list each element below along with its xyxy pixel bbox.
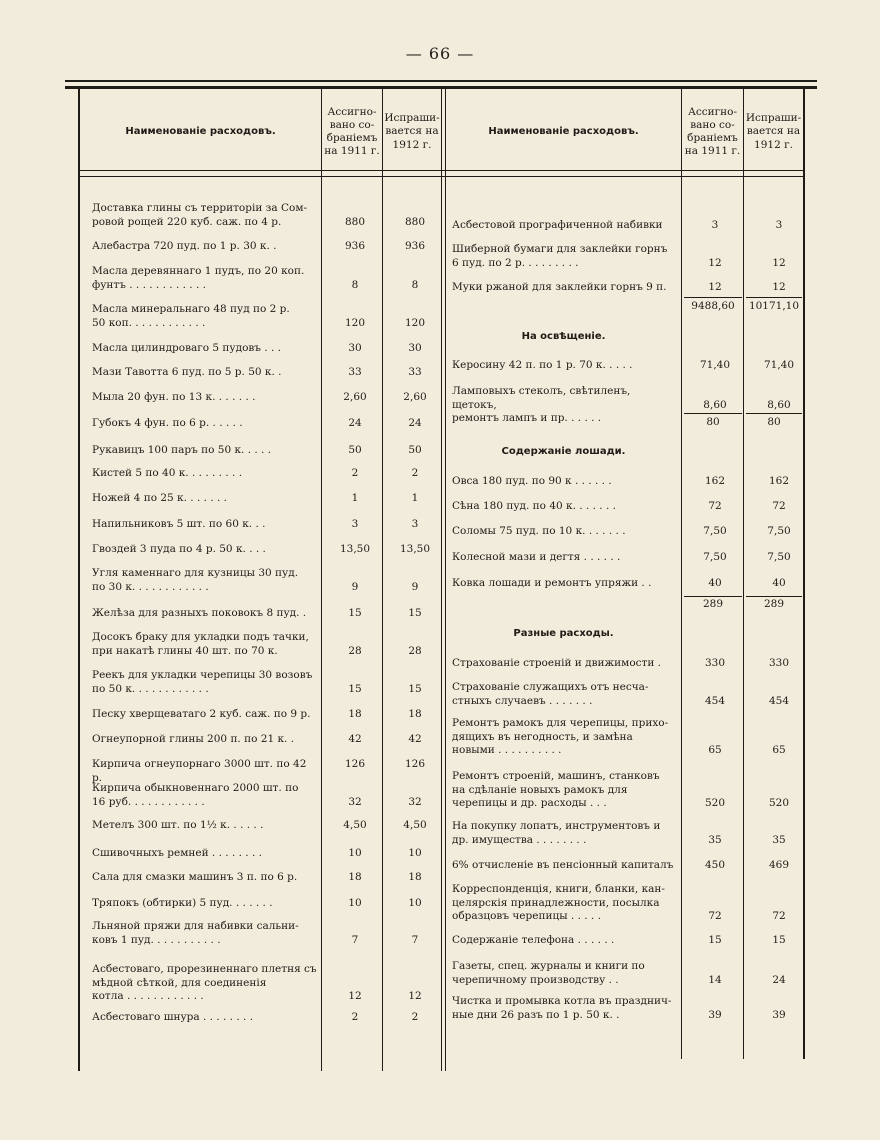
assigned-1911-value: 120: [344, 316, 366, 329]
requested-1912-value: 12: [772, 256, 786, 269]
left-expense-row: [92, 342, 452, 356]
expense-label: Мыла 20 фун. по 13 к. . . . . . .: [92, 391, 256, 403]
subtotal-1-assigned: 9488,60: [691, 300, 735, 312]
assigned-1911-value: 520: [704, 797, 726, 809]
subtotal-rule-3b: [746, 596, 802, 597]
requested-1912-value: 2: [411, 467, 419, 479]
header-rule-2: [80, 176, 803, 177]
expense-label: Колесной мази и дегтя . . . . . .: [452, 551, 621, 563]
requested-1912-value: 3: [775, 219, 783, 231]
expense-label: Кистей 5 по 40 к. . . . . . . . .: [92, 467, 243, 479]
left-expense-row: [92, 543, 452, 557]
requested-1912-value: 15: [408, 607, 422, 619]
expense-label: Ремонтъ рамокъ для черепицы, прихо- дящихъ въ негодность, и замѣна новыми . . . . . . . . . .: [452, 717, 669, 756]
assigned-1911-value: 8: [351, 278, 359, 291]
assigned-1911-value: 936: [344, 240, 366, 252]
assigned-1911-value: 33: [348, 366, 362, 378]
assigned-1911-value: 162: [704, 475, 726, 487]
requested-1912-value: 120: [404, 316, 426, 329]
left-expense-row: [92, 492, 452, 506]
assigned-1911-value: 2: [351, 467, 359, 479]
subtotal-rule-2a: [684, 413, 742, 414]
requested-1912-value: 24: [408, 417, 422, 429]
requested-1912-value: 30: [408, 342, 422, 354]
left-expense-row: [92, 871, 452, 885]
requested-1912-value: 28: [408, 644, 422, 657]
assigned-1911-value: 24: [348, 417, 362, 429]
left-expense-row: [92, 631, 452, 658]
header-name-right: Наименованіе расходовъ.: [488, 125, 639, 137]
right-expense-row: [452, 500, 812, 514]
requested-1912-value: 71,40: [763, 359, 795, 371]
left-expense-row: [92, 708, 452, 722]
left-expense-row: [92, 303, 452, 330]
requested-1912-value: 8,60: [767, 398, 791, 411]
assigned-1911-value: 12: [348, 990, 362, 1002]
expense-label: Тряпокъ (обтирки) 5 пуд. . . . . . .: [92, 897, 273, 909]
subtotal-rule-1a: [684, 297, 742, 298]
left-expense-row: [92, 202, 452, 229]
right-expense-row: [452, 243, 812, 270]
left-expense-row: [92, 733, 452, 747]
left-expense-row: [92, 444, 452, 458]
section-horse: Содержаніе лошади.: [501, 446, 626, 457]
assigned-1911-value: 7,50: [703, 525, 727, 537]
header-requested-right: Испраши- вается на 1912 г.: [745, 112, 802, 151]
assigned-1911-value: 3: [351, 518, 359, 530]
expense-label: Муки ржаной для заклейки горнъ 9 п.: [452, 281, 667, 293]
left-expense-row: [92, 391, 452, 405]
expense-label: Ремонтъ строеній, машинъ, станковъ на сдѣланіе новыхъ рамокъ для черепицы и др. расходы . . .: [452, 770, 660, 809]
assigned-1911-value: 72: [708, 500, 722, 512]
assigned-1911-value: 40: [708, 577, 722, 589]
expense-label: Ламповыхъ стеколъ, свѣтиленъ, щетокъ, ремонтъ лампъ и пр. . . . . .: [452, 385, 631, 424]
assigned-1911-value: 12: [708, 256, 722, 269]
subtotal-rule-3a: [684, 596, 742, 597]
expense-label: Масла минеральнаго 48 пуд по 2 р. 50 коп. . . . . . . . . . . .: [92, 303, 290, 329]
subtotal-3-assigned: 289: [702, 598, 724, 610]
right-expense-row: [452, 770, 812, 811]
expense-label: 6% отчисленіе въ пенсіонный капиталъ: [452, 859, 674, 871]
requested-1912-value: 18: [408, 871, 422, 883]
subtotal-rule-1b: [746, 297, 802, 298]
requested-1912-value: 7,50: [767, 525, 791, 537]
assigned-1911-value: 39: [708, 1008, 722, 1021]
requested-1912-value: 454: [768, 694, 790, 707]
requested-1912-value: 520: [768, 797, 790, 809]
assigned-1911-value: 12: [708, 281, 722, 293]
expense-label: Желѣза для разныхъ поковокъ 8 пуд. .: [92, 607, 307, 619]
header-assigned-right: Ассигно- вано со- браніемъ на 1911 г.: [684, 105, 741, 158]
assigned-1911-value: 10: [348, 897, 362, 909]
left-expense-row: [92, 847, 452, 861]
right-expense-row: [452, 934, 812, 948]
expense-label: Метелъ 300 шт. по 1½ к. . . . . .: [92, 819, 264, 831]
subtotal-rule-2b: [746, 413, 802, 414]
requested-1912-value: 24: [772, 973, 786, 986]
header-name-left: Наименованіе расходовъ.: [125, 125, 276, 137]
requested-1912-value: 330: [768, 657, 790, 669]
assigned-1911-value: 72: [708, 910, 722, 922]
expense-label: Досокъ браку для укладки подъ тачки, при накатѣ глины 40 шт. по 70 к.: [92, 631, 309, 657]
requested-1912-value: 1: [411, 492, 419, 504]
right-expense-row: [452, 995, 812, 1022]
right-expense-row: [452, 681, 812, 708]
assigned-1911-value: 71,40: [699, 359, 731, 371]
assigned-1911-value: 14: [708, 973, 722, 986]
subtotal-2-requested: 80: [767, 416, 781, 428]
assigned-1911-value: 2: [351, 1011, 359, 1023]
expense-label: Страхованіе служащихъ отъ несча- стныхъ случаевъ . . . . . . .: [452, 681, 649, 707]
assigned-1911-value: 15: [708, 934, 722, 946]
assigned-1911-value: 18: [348, 708, 362, 720]
assigned-1911-value: 32: [348, 795, 362, 808]
expense-label: Асбестоваго шнура . . . . . . . .: [92, 1011, 254, 1023]
requested-1912-value: 4,50: [403, 819, 427, 831]
subtotal-2-assigned: 80: [706, 416, 720, 428]
expense-label: Корреспонденція, книги, бланки, кан- целярскія принадлежности, посылка образцовъ черепицы . . . . .: [452, 883, 665, 922]
expense-label: Чистка и промывка котла въ празднич- ные дни 26 разъ по 1 р. 50 к. .: [452, 995, 672, 1021]
expense-label: Ковка лошади и ремонтъ упряжи . .: [452, 577, 652, 589]
expense-label: Огнеупорной глины 200 п. по 21 к. .: [92, 733, 295, 745]
assigned-1911-value: 880: [344, 215, 366, 228]
page-number: — 66 —: [405, 44, 475, 63]
expense-label: На покупку лопатъ, инструментовъ и др. имущества . . . . . . . .: [452, 820, 661, 846]
left-expense-row: [92, 467, 452, 481]
subtotal-3-requested: 289: [763, 598, 785, 610]
assigned-1911-value: 4,50: [343, 819, 367, 831]
expense-label: Шиберной бумаги для заклейки горнъ 6 пуд. по 2 р. . . . . . . . .: [452, 243, 668, 269]
requested-1912-value: 72: [772, 910, 786, 922]
expense-label: Сшивочныхъ ремней . . . . . . . .: [92, 847, 262, 859]
requested-1912-value: 9: [411, 580, 419, 593]
assigned-1911-value: 126: [344, 758, 366, 770]
expense-label: Асбестоваго, прорезиненнаго плетня съ мѣдной сѣткой, для соединенія котла . . . . . . . . . . . .: [92, 963, 317, 1002]
requested-1912-value: 162: [768, 475, 790, 487]
expense-label: Овса 180 пуд. по 90 к . . . . . .: [452, 475, 612, 487]
requested-1912-value: 10: [408, 897, 422, 909]
right-expense-row: [452, 219, 812, 233]
assigned-1911-value: 330: [704, 657, 726, 669]
assigned-1911-value: 9: [351, 580, 359, 593]
right-expense-row: [452, 883, 812, 924]
expense-label: Угля каменнаго для кузницы 30 пуд. по 30 к. . . . . . . . . . . .: [92, 567, 299, 593]
section-misc: Разные расходы.: [513, 628, 614, 639]
assigned-1911-value: 8,60: [703, 398, 727, 411]
right-expense-row: [452, 577, 812, 591]
requested-1912-value: 18: [408, 708, 422, 720]
right-expense-row: [452, 551, 812, 565]
assigned-1911-value: 15: [348, 607, 362, 619]
requested-1912-value: 10: [408, 847, 422, 859]
requested-1912-value: 33: [408, 366, 422, 378]
expense-label: Соломы 75 пуд. по 10 к. . . . . . .: [452, 525, 626, 537]
section-lighting: На освѣщеніе.: [521, 331, 606, 342]
expense-label: Сѣна 180 пуд. по 40 к. . . . . . .: [452, 500, 616, 512]
assigned-1911-value: 450: [704, 859, 726, 871]
expense-label: Напильниковъ 5 шт. по 60 к. . .: [92, 518, 266, 530]
expense-label: Губокъ 4 фун. по 6 р. . . . . .: [92, 417, 243, 429]
right-expense-row: [452, 820, 812, 847]
right-expense-row: [452, 475, 812, 489]
expense-label: Рукавицъ 100 паръ по 50 к. . . . .: [92, 444, 272, 456]
assigned-1911-value: 7: [351, 933, 359, 946]
assigned-1911-value: 42: [348, 733, 362, 745]
left-expense-row: [92, 782, 452, 809]
assigned-1911-value: 65: [708, 744, 722, 756]
expense-label: Масла цилиндроваго 5 пудовъ . . .: [92, 342, 282, 354]
expense-label: Кирпича обыкновеннаго 2000 шт. по 16 руб. . . . . . . . . . . .: [92, 782, 299, 808]
requested-1912-value: 40: [772, 577, 786, 589]
subtotal-1-requested: 10171,10: [748, 300, 800, 312]
requested-1912-value: 32: [408, 795, 422, 808]
expense-label: Керосину 42 п. по 1 р. 70 к. . . . .: [452, 359, 633, 371]
left-expense-row: [92, 518, 452, 532]
left-expense-row: [92, 758, 452, 784]
requested-1912-value: 469: [768, 859, 790, 871]
left-expense-row: [92, 920, 452, 947]
right-expense-row: [452, 717, 812, 758]
expense-label: Кирпича огнеупорнаго 3000 шт. по 42 р.: [92, 758, 307, 784]
left-expense-row: [92, 265, 452, 292]
assigned-1911-value: 454: [704, 694, 726, 707]
left-expense-row: [92, 240, 452, 254]
left-expense-row: [92, 417, 452, 431]
left-expense-row: [92, 897, 452, 911]
assigned-1911-value: 30: [348, 342, 362, 354]
right-expense-row: [452, 657, 812, 671]
assigned-1911-value: 1: [351, 492, 359, 504]
requested-1912-value: 12: [408, 990, 422, 1002]
right-expense-row: [452, 359, 812, 373]
requested-1912-value: 15: [772, 934, 786, 946]
left-expense-row: [92, 607, 452, 621]
left-expense-row: [92, 1011, 452, 1025]
left-expense-row: [92, 669, 452, 696]
expense-label: Гвоздей 3 пуда по 4 р. 50 к. . . .: [92, 543, 266, 555]
left-border: [78, 89, 80, 1071]
right-expense-row: [452, 281, 812, 295]
requested-1912-value: 126: [404, 758, 426, 770]
requested-1912-value: 72: [772, 500, 786, 512]
requested-1912-value: 35: [772, 833, 786, 846]
left-expense-row: [92, 819, 452, 833]
expense-label: Газеты, спец. журналы и книги по черепичному производству . .: [452, 960, 645, 986]
expense-label: Песку хверщеватаго 2 куб. саж. по 9 р.: [92, 708, 311, 720]
expense-label: Мази Тавотта 6 пуд. по 5 р. 50 к. .: [92, 366, 282, 378]
requested-1912-value: 12: [772, 281, 786, 293]
requested-1912-value: 65: [772, 744, 786, 756]
expense-label: Алебастра 720 пуд. по 1 р. 30 к. .: [92, 240, 277, 252]
header-assigned-left: Ассигно- вано со- браніемъ на 1911 г.: [324, 105, 380, 158]
left-expense-row: [92, 567, 452, 594]
right-expense-row: [452, 960, 812, 987]
expense-label: Страхованіе строеній и движимости .: [452, 657, 662, 669]
expense-label: Доставка глины съ территоріи за Сом- ровой рощей 220 куб. саж. по 4 р.: [92, 202, 308, 228]
assigned-1911-value: 28: [348, 644, 362, 657]
assigned-1911-value: 35: [708, 833, 722, 846]
expense-label: Льняной пряжи для набивки сальни- ковъ 1 пуд. . . . . . . . . . .: [92, 920, 299, 946]
requested-1912-value: 8: [411, 278, 419, 291]
assigned-1911-value: 2,60: [343, 391, 367, 403]
left-expense-row: [92, 366, 452, 380]
requested-1912-value: 936: [404, 240, 426, 252]
expense-label: Масла деревяннаго 1 пудъ, по 20 коп. фунтъ . . . . . . . . . . . .: [92, 265, 305, 291]
assigned-1911-value: 13,50: [339, 543, 371, 555]
right-expense-row: [452, 859, 812, 873]
assigned-1911-value: 3: [711, 219, 719, 231]
assigned-1911-value: 18: [348, 871, 362, 883]
requested-1912-value: 3: [411, 518, 419, 530]
requested-1912-value: 7,50: [767, 551, 791, 563]
requested-1912-value: 15: [408, 682, 422, 695]
requested-1912-value: 13,50: [399, 543, 431, 555]
header-requested-left: Испраши- вается на 1912 г.: [384, 112, 440, 151]
expense-label: Асбестовой прографиченной набивки: [452, 219, 663, 231]
assigned-1911-value: 10: [348, 847, 362, 859]
right-expense-row: [452, 525, 812, 539]
assigned-1911-value: 7,50: [703, 551, 727, 563]
top-rule: [65, 80, 817, 82]
requested-1912-value: 39: [772, 1008, 786, 1021]
left-expense-row: [92, 963, 452, 1004]
requested-1912-value: 42: [408, 733, 422, 745]
requested-1912-value: 2: [411, 1011, 419, 1023]
expense-label: Ножей 4 по 25 к. . . . . . .: [92, 492, 228, 504]
requested-1912-value: 7: [411, 933, 419, 946]
requested-1912-value: 50: [408, 444, 422, 456]
expense-label: Сала для смазки машинъ 3 п. по 6 р.: [92, 871, 298, 883]
requested-1912-value: 2,60: [403, 391, 427, 403]
expense-label: Содержаніе телефона . . . . . .: [452, 934, 615, 946]
requested-1912-value: 880: [404, 215, 426, 228]
expense-label: Реекъ для укладки черепицы 30 возовъ по 50 к. . . . . . . . . . . .: [92, 669, 313, 695]
assigned-1911-value: 15: [348, 682, 362, 695]
assigned-1911-value: 50: [348, 444, 362, 456]
